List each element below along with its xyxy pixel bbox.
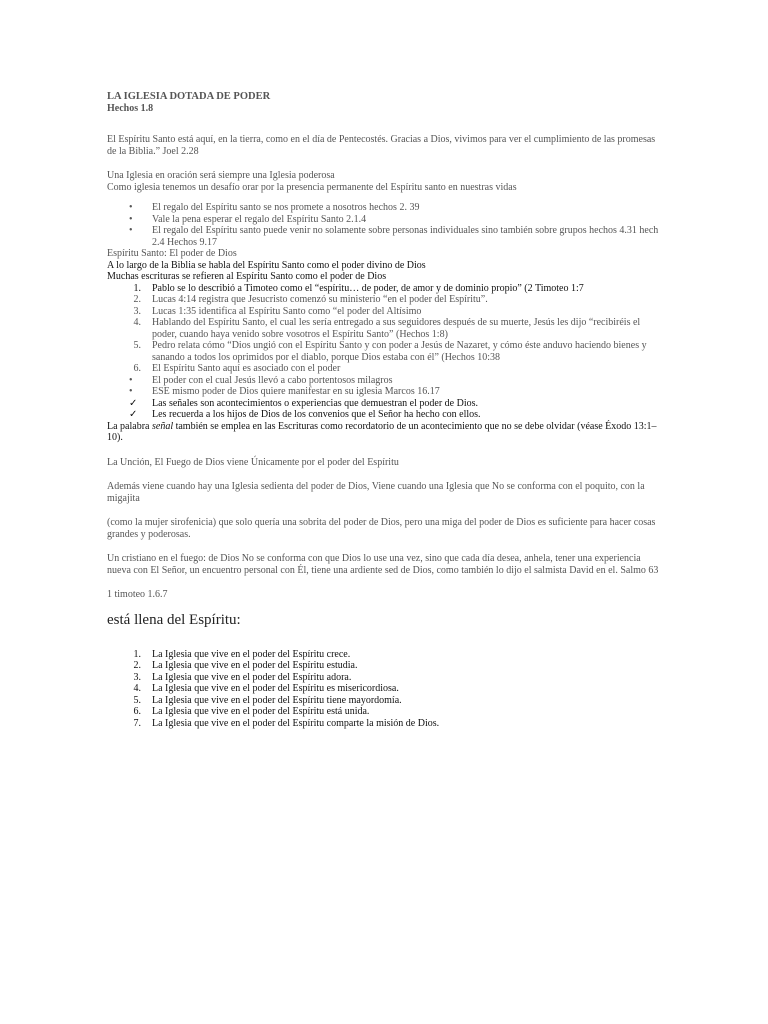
list-item: 3. La Iglesia que vive en el poder del Espíritu adora.	[133, 671, 352, 683]
list-item: • ESE mismo poder de Dios quiere manifestar en su iglesia Marcos 16.17	[129, 386, 440, 397]
prayer-line-2: Como iglesia tenemos un desafío orar por la presencia permanente del Espíritu santo en nuestras vidas	[107, 181, 517, 193]
list-item: ✓ Les recuerda a los hijos de Dios de los convenios que el Señor ha hecho con ellos.	[129, 409, 481, 420]
document-page	[107, 91, 667, 729]
power-heading: Espíritu Santo: El poder de Dios	[107, 248, 237, 259]
bullet-icon: •	[129, 213, 133, 225]
list-item: 4. La Iglesia que vive en el poder del Espíritu es misericordiosa.	[133, 683, 399, 694]
list-item: 3. Lucas 1:35 identifica al Espíritu Santo como “el poder del Altísimo	[133, 305, 422, 317]
list-item: 6. El Espíritu Santo aquí es asociado con el poder	[133, 363, 341, 374]
list-item: • El poder con el cual Jesús llevó a cabo portentosos milagros	[129, 374, 393, 386]
checkmark-icon: ✓	[129, 409, 138, 420]
sirofenicia-paragraph: (como la mujer sirofenicia) que solo quería una sobrita del poder de Dios, pero una miga del poder de Dios es suficiente para hacer cosas grandes y poderosas.	[107, 517, 656, 540]
intro-paragraph: El Espíritu Santo está aquí, en la tierra, como en el día de Pentecostés. Gracias a Dios, vivimos para ver el cumplimiento de las promesas de la Biblia.” Joel 2.28	[107, 134, 656, 157]
checkmark-icon: ✓	[129, 397, 138, 409]
list-item: 1. Pablo se lo describió a Timoteo como el “espíritu… de poder, de amor y de dominio propio” (2 Timoteo 1:7	[133, 282, 584, 294]
section-heading: está llena del Espíritu:	[107, 611, 241, 628]
list-item: • El regalo del Espíritu santo se nos promete a nosotros hechos 2. 39	[129, 202, 420, 213]
list-item: 1. La Iglesia que vive en el poder del Espíritu crece.	[133, 648, 351, 660]
bullet-icon: •	[129, 225, 133, 236]
senal-paragraph: La palabra señal también se emplea en las Escrituras como recordatorio de un acontecimiento que no se debe olvidar (véase Éxodo 13:1–10).	[107, 420, 657, 443]
list-item: • Vale la pena esperar el regalo del Espíritu Santo 2.1.4	[129, 213, 367, 225]
bullet-icon: •	[129, 386, 133, 397]
bullet-icon: •	[129, 374, 133, 386]
list-item: ✓ Las señales son acontecimientos o experiencias que demuestran el poder de Dios.	[129, 397, 479, 409]
cristiano-paragraph: Un cristiano en el fuego: de Dios No se conforma con que Dios lo use una vez, sino que cada día desea, anhela, tener una experiencia nueva con El Señor, un encuentro personal con Él, tiene una ardiente sed de Dios, como también lo dijo el salmista David en el. Salmo 63	[107, 553, 659, 576]
list-item: 2. La Iglesia que vive en el poder del Espíritu estudia.	[133, 660, 358, 671]
list-item: 7. La Iglesia que vive en el poder del Espíritu comparte la misión de Dios.	[133, 717, 440, 729]
timoteo-reference: 1 timoteo 1.6.7	[107, 589, 168, 600]
church-numbered-list	[107, 649, 667, 730]
ademas-paragraph: Además viene cuando hay una Iglesia sedienta del poder de Dios, Viene cuando una Iglesia que No se conforma con el poquito, con la migajita	[107, 481, 645, 504]
document-subtitle: Hechos 1.8	[107, 102, 154, 114]
promise-bullet-list	[107, 202, 667, 248]
document-title: LA IGLESIA DOTADA DE PODER	[107, 91, 271, 102]
list-item: 5. La Iglesia que vive en el poder del Espíritu tiene mayordomía.	[133, 694, 402, 706]
list-item: 4. Hablando del Espíritu Santo, el cual les sería entregado a sus seguidores después de su muerte, Jesús les dijo “recibiréis el poder, cuando haya venido sobre vosotros el Espíritu Santo” (Hechos 1:8)	[133, 317, 641, 340]
list-item: 2. Lucas 4:14 registra que Jesucristo comenzó su ministerio “en el poder del Espíritu”.	[133, 294, 488, 305]
list-item: 5. Pedro relata cómo “Dios ungió con el Espíritu Santo y con poder a Jesús de Nazaret, y cómo éste anduvo haciendo bienes y sanando a todos los oprimidos por el diablo, porque Dios estaba con él” (Hechos 10:38	[133, 340, 647, 363]
bullet-icon: •	[129, 202, 133, 213]
prayer-line-1: Una Iglesia en oración será siempre una Iglesia poderosa	[107, 170, 335, 181]
list-item: 6. La Iglesia que vive en el poder del Espíritu está unida.	[133, 706, 370, 717]
scriptures-line: Muchas escrituras se refieren al Espíritu Santo como el poder de Dios	[107, 271, 387, 282]
bible-line: A lo largo de la Biblia se habla del Espíritu Santo como el poder divino de Dios	[107, 259, 426, 271]
list-item: • El regalo del Espíritu santo puede venir no solamente sobre personas individuales sino también sobre grupos hechos 4.31 hech 2.4 Hechos 9.17	[129, 225, 659, 248]
scripture-numbered-list	[107, 283, 667, 421]
uncion-paragraph: La Unción, El Fuego de Dios viene Únicamente por el poder del Espíritu	[107, 456, 399, 468]
